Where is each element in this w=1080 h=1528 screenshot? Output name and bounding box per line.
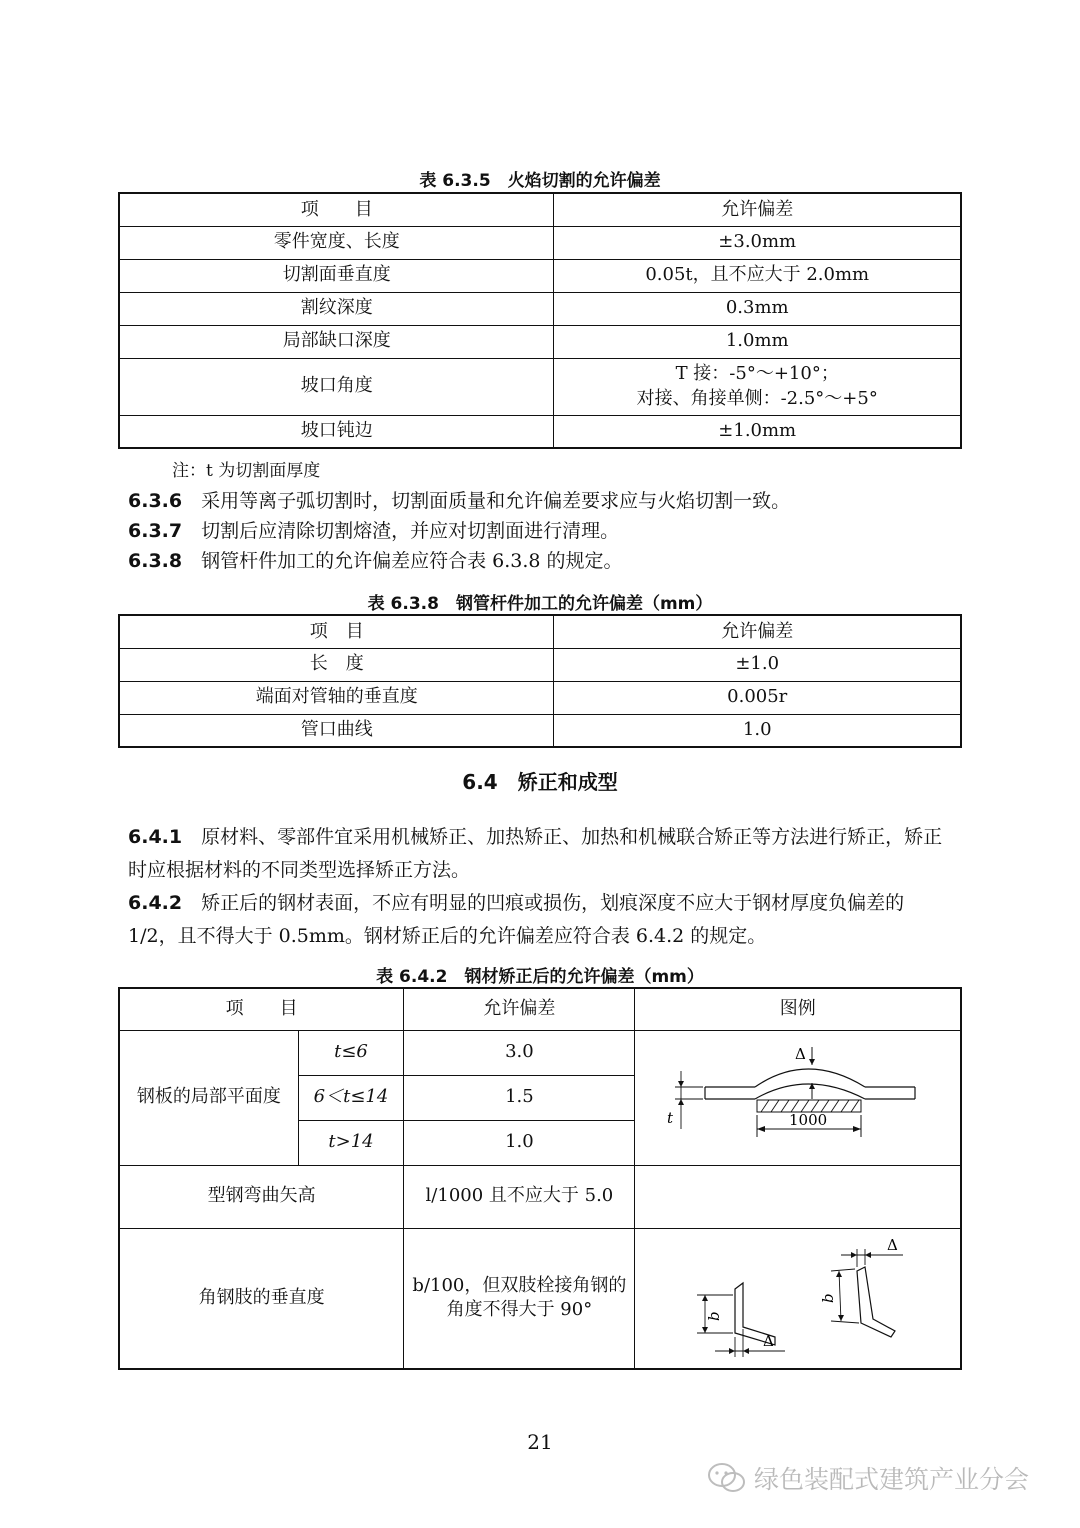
table-642-header-item: 项 目 bbox=[119, 988, 404, 1030]
bevel-angle-line2: 对接、角接单侧：-2.5°～+5° bbox=[636, 387, 878, 409]
clause-number: 6.4.2 bbox=[128, 892, 183, 914]
clause-text: 原材料、零部件宜采用机械矫正、加热矫正、加热和机械联合矫正等方法进行矫正，矫正时应根据材料的不同类型选择矫正方法。 bbox=[128, 826, 943, 881]
table-row-label: 切割面垂直度 bbox=[119, 259, 554, 292]
clause-637 bbox=[128, 515, 958, 548]
angle-perpendicularity-value bbox=[404, 1228, 635, 1369]
table-row-label: 局部缺口深度 bbox=[119, 325, 554, 358]
clause-text: 矫正后的钢材表面，不应有明显的凹痕或损伤，划痕深度不应大于钢材厚度负偏差的 1/2，且不得大于 0.5mm。钢材矫正后的允许偏差应符合表 6.4.2 的规定。 bbox=[128, 892, 905, 947]
clause-text: 切割后应清除切割熔渣，并应对切割面进行清理。 bbox=[201, 520, 620, 542]
plate-value: 3.0 bbox=[404, 1030, 635, 1075]
table-row-value: 1.0mm bbox=[554, 325, 961, 358]
table-638-caption: 表 6.3.8 钢管杆件加工的允许偏差（mm） bbox=[367, 594, 713, 614]
clause-text: 采用等离子弧切割时，切割面质量和允许偏差要求应与火焰切割一致。 bbox=[201, 490, 791, 512]
table-638-header-tolerance: 允许偏差 bbox=[554, 615, 961, 648]
table-row-value bbox=[554, 358, 961, 415]
table-635 bbox=[118, 192, 962, 449]
table-row-label: 管口曲线 bbox=[119, 714, 554, 747]
beam-bow-label: 型钢弯曲矢高 bbox=[119, 1165, 404, 1228]
table-row-label: 零件宽度、长度 bbox=[119, 226, 554, 259]
table-row-value: 0.005r bbox=[554, 681, 961, 714]
table-row-label: 坡口角度 bbox=[119, 358, 554, 415]
angle-b-label-left: b bbox=[705, 1311, 724, 1321]
thickness-label: t bbox=[667, 1108, 674, 1127]
plate-flatness-diagram bbox=[635, 1031, 959, 1165]
plate-cond: t>14 bbox=[298, 1120, 404, 1165]
table-642 bbox=[118, 987, 962, 1370]
figure-angle-perpendicularity bbox=[635, 1228, 961, 1369]
span-label: 1000 bbox=[789, 1110, 828, 1129]
watermark-text: 绿色装配式建筑产业分会 bbox=[754, 1465, 1030, 1494]
table-row-value: 0.3mm bbox=[554, 292, 961, 325]
angle-b-label-right: b bbox=[819, 1293, 838, 1303]
clause-number: 6.3.6 bbox=[128, 490, 183, 512]
table-row-value: ±3.0mm bbox=[554, 226, 961, 259]
table-642-header-tolerance: 允许偏差 bbox=[404, 988, 635, 1030]
table-row-label: 坡口钝边 bbox=[119, 415, 554, 448]
plate-flatness-label: 钢板的局部平面度 bbox=[119, 1030, 298, 1165]
table-635-caption: 表 6.3.5 火焰切割的允许偏差 bbox=[419, 171, 661, 191]
angle-perpendicularity-diagram bbox=[635, 1229, 959, 1368]
table-row-value: 0.05t，且不应大于 2.0mm bbox=[554, 259, 961, 292]
table-row-value: ±1.0mm bbox=[554, 415, 961, 448]
clause-number: 6.4.1 bbox=[128, 826, 183, 848]
figure-plate-flatness bbox=[635, 1030, 961, 1165]
angle-perpendicularity-label: 角钢肢的垂直度 bbox=[119, 1228, 404, 1369]
angle-delta-right: Δ bbox=[887, 1235, 899, 1254]
watermark bbox=[706, 1460, 1029, 1496]
table-635-header-tolerance: 允许偏差 bbox=[554, 193, 961, 226]
clause-636 bbox=[128, 485, 958, 518]
clause-638 bbox=[128, 545, 958, 578]
plate-value: 1.5 bbox=[404, 1075, 635, 1120]
section-title: 6.4 矫正和成型 bbox=[462, 770, 618, 794]
table-row-label: 长 度 bbox=[119, 648, 554, 681]
beam-bow-value: l/1000 且不应大于 5.0 bbox=[404, 1165, 635, 1228]
table-642-caption: 表 6.4.2 钢材矫正后的允许偏差（mm） bbox=[376, 967, 704, 987]
clause-text: 钢管杆件加工的允许偏差应符合表 6.3.8 的规定。 bbox=[201, 550, 623, 572]
angle-value-line2: 角度不得大于 90° bbox=[446, 1299, 593, 1321]
table-635-note: 注：t 为切割面厚度 bbox=[172, 461, 321, 481]
page-number: 21 bbox=[527, 1430, 553, 1454]
table-row-label: 割纹深度 bbox=[119, 292, 554, 325]
plate-value: 1.0 bbox=[404, 1120, 635, 1165]
plate-cond: t≤6 bbox=[298, 1030, 404, 1075]
delta-symbol: Δ bbox=[795, 1044, 807, 1063]
clause-642 bbox=[128, 887, 958, 953]
angle-value-line1: b/100，但双肢栓接角钢的 bbox=[412, 1274, 627, 1296]
clause-641 bbox=[128, 821, 958, 887]
table-642-header-figure: 图例 bbox=[635, 988, 961, 1030]
plate-cond: 6＜t≤14 bbox=[298, 1075, 404, 1120]
clause-number: 6.3.7 bbox=[128, 520, 183, 542]
beam-bow-figure bbox=[635, 1165, 961, 1228]
table-638 bbox=[118, 614, 962, 748]
wechat-icon bbox=[706, 1461, 748, 1495]
bevel-angle-line1: T 接：-5°～+10°； bbox=[675, 363, 839, 385]
clause-number: 6.3.8 bbox=[128, 550, 183, 572]
table-row-value: 1.0 bbox=[554, 714, 961, 747]
table-row-label: 端面对管轴的垂直度 bbox=[119, 681, 554, 714]
angle-delta-left: Δ bbox=[763, 1331, 775, 1350]
table-638-header-item: 项 目 bbox=[119, 615, 554, 648]
table-row-value: ±1.0 bbox=[554, 648, 961, 681]
table-635-header-item: 项 目 bbox=[119, 193, 554, 226]
